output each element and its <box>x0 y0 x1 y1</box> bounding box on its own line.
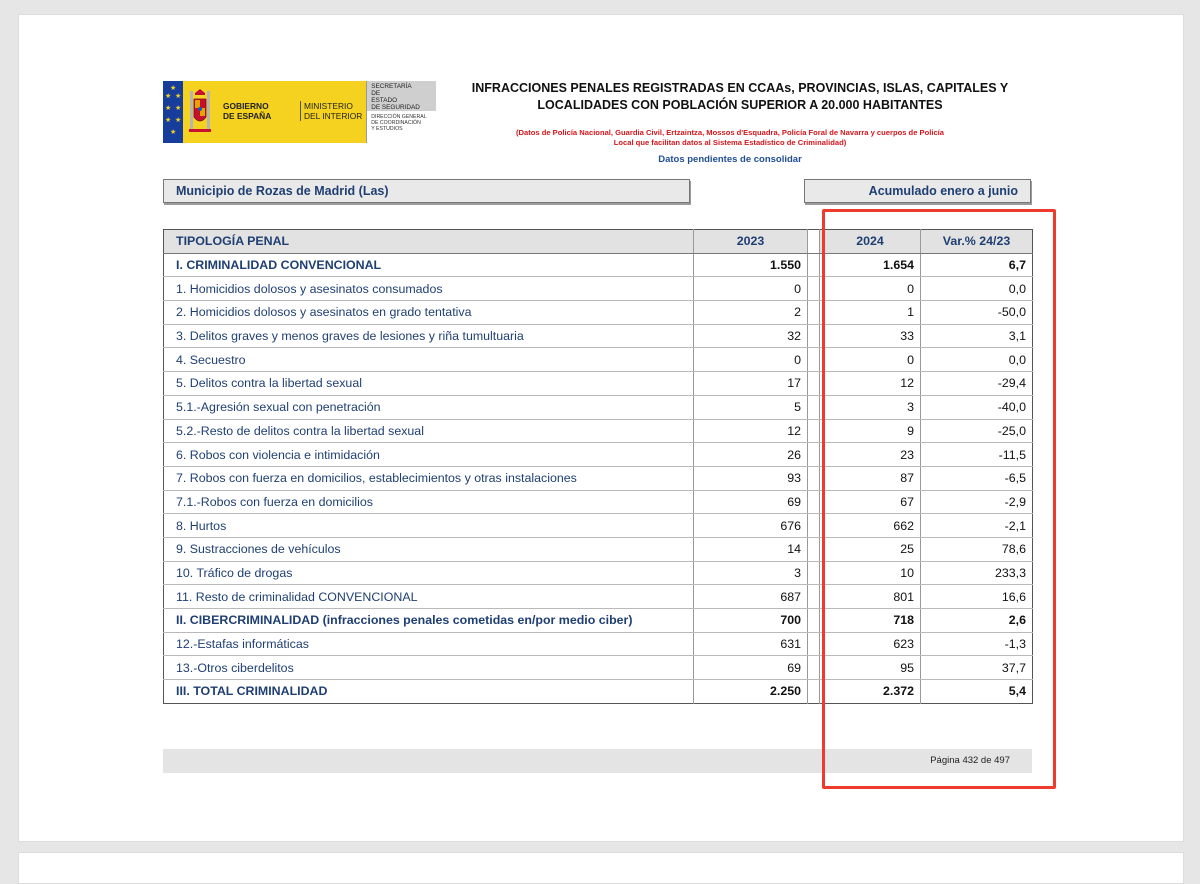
secretaria-text <box>367 81 436 111</box>
value-2024: 67 <box>820 490 921 514</box>
row-spacer <box>808 277 820 301</box>
row-spacer <box>808 632 820 656</box>
logo-line: SECRETARÍA <box>371 83 412 90</box>
logo-secretaria-panel <box>366 81 436 143</box>
value-2024: 25 <box>820 537 921 561</box>
row-label: 5. Delitos contra la libertad sexual <box>164 372 694 396</box>
eu-star-icon: ★ <box>175 93 182 100</box>
value-variation: 233,3 <box>921 561 1033 585</box>
value-variation: -2,9 <box>921 490 1033 514</box>
value-2024: 12 <box>820 372 921 396</box>
row-spacer <box>808 348 820 372</box>
eu-star-icon: ★ <box>165 105 172 112</box>
row-spacer <box>808 372 820 396</box>
value-2024: 0 <box>820 277 921 301</box>
report-title <box>430 80 1050 114</box>
value-2023: 17 <box>694 372 808 396</box>
value-2023: 69 <box>694 490 808 514</box>
eu-star-icon: ★ <box>165 117 172 124</box>
row-spacer <box>808 466 820 490</box>
row-label: 12.-Estafas informáticas <box>164 632 694 656</box>
value-2023: 687 <box>694 585 808 609</box>
value-variation: 3,1 <box>921 324 1033 348</box>
value-variation: 5,4 <box>1008 684 1026 699</box>
title-line: LOCALIDADES CON POBLACIÓN SUPERIOR A 20.000 HABITANTES <box>537 98 943 112</box>
logo-line: DEL INTERIOR <box>304 111 363 121</box>
direccion-text <box>367 111 436 135</box>
header-2023: 2023 <box>694 230 808 254</box>
row-label: II. CIBERCRIMINALIDAD (infracciones penales cometidas en/por medio ciber) <box>164 609 694 633</box>
value-variation: 78,6 <box>921 537 1033 561</box>
next-document-page <box>18 852 1184 884</box>
row-spacer <box>808 609 820 633</box>
row-spacer <box>808 561 820 585</box>
row-spacer <box>808 585 820 609</box>
value-2024: 1.654 <box>820 253 921 277</box>
row-spacer <box>808 395 820 419</box>
row-spacer <box>808 680 820 704</box>
row-label: 5.1.-Agresión sexual con penetración <box>164 395 694 419</box>
value-2024: 623 <box>820 632 921 656</box>
header-spacer <box>808 230 820 254</box>
value-variation: 16,6 <box>921 585 1033 609</box>
value-2023: 14 <box>694 537 808 561</box>
eu-flag-strip <box>163 81 183 143</box>
note-line: Local que facilitan datos al Sistema Estadístico de Criminalidad) <box>613 138 847 147</box>
value-2023: 0 <box>694 348 808 372</box>
row-label: 1. Homicidios dolosos y asesinatos consumados <box>164 277 694 301</box>
coat-of-arms-icon <box>187 87 213 137</box>
value-2024: 2.372 <box>820 680 921 704</box>
row-label: 13.-Otros ciberdelitos <box>164 656 694 680</box>
value-2023: 2 <box>694 301 808 325</box>
value-variation: -11,5 <box>921 443 1033 467</box>
row-label: 7. Robos con fuerza en domicilios, establecimientos y otras instalaciones <box>164 466 694 490</box>
value-2024: 87 <box>820 466 921 490</box>
page-number: Página 432 de 497 <box>930 755 1010 766</box>
row-spacer <box>808 443 820 467</box>
row-label: III. TOTAL CRIMINALIDAD <box>164 680 694 704</box>
row-spacer <box>808 514 820 538</box>
gobierno-de-espana-text <box>223 101 271 121</box>
value-2024: 95 <box>820 656 921 680</box>
value-2023: 2.250 <box>694 680 808 704</box>
row-spacer <box>808 324 820 348</box>
value-2023: 0 <box>694 277 808 301</box>
value-variation: -1,3 <box>921 632 1033 656</box>
value-variation: -6,5 <box>921 466 1033 490</box>
value-2024: 718 <box>820 609 921 633</box>
value-variation: -29,4 <box>921 372 1033 396</box>
value-2024: 33 <box>820 324 921 348</box>
value-2023: 12 <box>694 419 808 443</box>
value-2024: 1 <box>820 301 921 325</box>
value-2023: 3 <box>694 561 808 585</box>
value-variation: 0,0 <box>921 277 1033 301</box>
data-source-note <box>430 128 1030 148</box>
value-2023: 700 <box>694 609 808 633</box>
value-2024: 0 <box>820 348 921 372</box>
value-variation: 6,7 <box>921 253 1033 277</box>
logo-line: DE ESPAÑA <box>223 111 272 121</box>
row-label: 7.1.-Robos con fuerza en domicilios <box>164 490 694 514</box>
row-spacer <box>808 301 820 325</box>
logo-line: DIRECCIÓN GENERAL <box>371 114 427 120</box>
value-2023: 69 <box>694 656 808 680</box>
row-spacer <box>808 656 820 680</box>
header-tipologia: TIPOLOGÍA PENAL <box>164 230 694 254</box>
row-label: 11. Resto de criminalidad CONVENCIONAL <box>164 585 694 609</box>
row-label: 9. Sustracciones de vehículos <box>164 537 694 561</box>
logo-line: DE <box>371 90 381 97</box>
logo-yellow-panel <box>163 81 366 143</box>
note-line: (Datos de Policía Nacional, Guardia Civil, Ertzaintza, Mossos d'Esquadra, Policía Foral de Navarra y cuerpos de Policía <box>515 128 945 137</box>
value-variation: -2,1 <box>921 514 1033 538</box>
logo-line: ESTADO <box>371 97 398 104</box>
value-2023: 1.550 <box>694 253 808 277</box>
value-variation: 0,0 <box>921 348 1033 372</box>
row-label: 10. Tráfico de drogas <box>164 561 694 585</box>
value-variation: -25,0 <box>921 419 1033 443</box>
value-2024: 662 <box>820 514 921 538</box>
row-label: I. CRIMINALIDAD CONVENCIONAL <box>164 253 694 277</box>
eu-star-icon: ★ <box>170 85 177 92</box>
row-label: 8. Hurtos <box>164 514 694 538</box>
eu-star-icon: ★ <box>175 105 182 112</box>
municipality-label: Municipio de Rozas de Madrid (Las) <box>163 179 690 203</box>
header-variation: Var.% 24/23 <box>921 230 1033 254</box>
value-2023: 676 <box>694 514 808 538</box>
value-2024: 23 <box>820 443 921 467</box>
row-label: 5.2.-Resto de delitos contra la libertad sexual <box>164 419 694 443</box>
row-spacer <box>808 253 820 277</box>
value-2024: 3 <box>820 395 921 419</box>
row-spacer <box>808 537 820 561</box>
logo-line: DE SEGURIDAD <box>371 104 420 111</box>
logo-line: Y ESTUDIOS <box>371 126 403 132</box>
value-2023: 631 <box>694 632 808 656</box>
pending-notice: Datos pendientes de consolidar <box>658 154 802 165</box>
value-2024: 801 <box>820 585 921 609</box>
value-variation: 37,7 <box>921 656 1033 680</box>
row-label: 6. Robos con violencia e intimidación <box>164 443 694 467</box>
logo-line: GOBIERNO <box>223 101 269 111</box>
value-2023: 26 <box>694 443 808 467</box>
eu-star-icon: ★ <box>170 129 177 136</box>
value-2023: 5 <box>694 395 808 419</box>
value-2023: 93 <box>694 466 808 490</box>
value-2023: 32 <box>694 324 808 348</box>
row-spacer <box>808 419 820 443</box>
value-variation: -40,0 <box>921 395 1033 419</box>
eu-star-icon: ★ <box>165 93 172 100</box>
row-label: 2. Homicidios dolosos y asesinatos en grado tentativa <box>164 301 694 325</box>
title-line: INFRACCIONES PENALES REGISTRADAS EN CCAAs, PROVINCIAS, ISLAS, CAPITALES Y <box>471 81 1009 95</box>
row-label: 4. Secuestro <box>164 348 694 372</box>
ministerio-text <box>300 101 362 121</box>
value-2024: 9 <box>820 419 921 443</box>
row-label: 3. Delitos graves y menos graves de lesiones y riña tumultuaria <box>164 324 694 348</box>
logo-line: DE COORDINACIÓN <box>371 120 421 126</box>
eu-star-icon: ★ <box>175 117 182 124</box>
value-variation: -50,0 <box>921 301 1033 325</box>
value-variation: 2,6 <box>921 609 1033 633</box>
value-2024: 10 <box>820 561 921 585</box>
header-2024: 2024 <box>820 230 921 254</box>
logo-line: MINISTERIO <box>304 101 353 111</box>
row-spacer <box>808 490 820 514</box>
period-label: Acumulado enero a junio <box>804 179 1031 203</box>
highlight-annotation <box>822 209 1056 789</box>
government-logo <box>163 81 436 143</box>
